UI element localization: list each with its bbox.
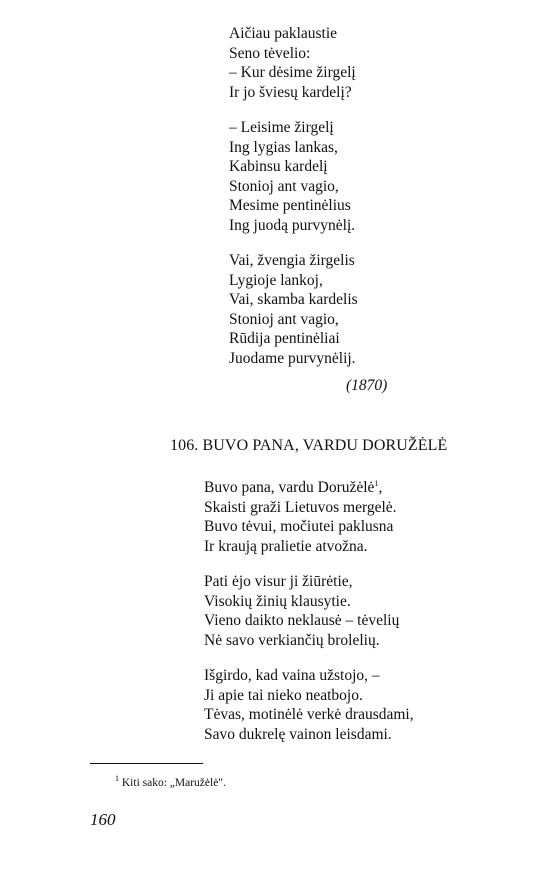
verse-punctuation: , xyxy=(378,479,383,496)
verse-line: Juodame purvynėlij. xyxy=(229,349,356,367)
poem1-stanza3 xyxy=(229,251,358,369)
verse-line: Nė savo verkiančių brolelių. xyxy=(204,631,380,649)
verse-line: Vai, skamba kardelis xyxy=(229,291,358,309)
poem2-stanza2 xyxy=(204,572,399,650)
poem2-stanza3 xyxy=(204,666,414,744)
verse-line: Mesime pentinėlius xyxy=(229,197,351,215)
verse-line: Išgirdo, kad vaina užstojo, – xyxy=(204,667,380,684)
page-number: 160 xyxy=(90,810,116,829)
poem1-stanza1 xyxy=(229,24,356,102)
footnote-divider xyxy=(90,763,203,764)
verse-line: Kabinsu kardelį xyxy=(229,158,328,176)
verse-line: Pati ėjo visur ji žiūrėtie, xyxy=(204,573,353,590)
verse-line: Vieno daikto neklausė – tėvelių xyxy=(204,612,400,630)
poem-heading: 106. BUVO PANA, VARDU DORUŽĖLĖ xyxy=(170,437,448,454)
verse-line: Stonioj ant vagio, xyxy=(229,177,339,195)
poem2-stanza1 xyxy=(204,478,397,556)
verse-line: Skaisti graži Lietuvos mergelė. xyxy=(204,498,397,516)
verse-line: Aičiau paklaustie xyxy=(229,25,338,42)
verse-line: Visokių žinių klausytie. xyxy=(204,592,351,610)
verse-line: – Kur dėsime žirgelį xyxy=(229,64,356,82)
verse-line: Ir jo šviesų kardelį? xyxy=(229,83,352,101)
footnote-text: Kiti sako: „Maružėlė". xyxy=(119,777,226,789)
verse-line: Buvo tėvui, močiutei paklusna xyxy=(204,518,394,536)
verse-text: Buvo pana, vardu Doružėlė xyxy=(204,479,375,496)
verse-line: Savo dukrelę vainon leisdami. xyxy=(204,725,392,743)
footnote-reference: 1 xyxy=(374,478,379,488)
footnote-mark: 1 xyxy=(115,774,119,784)
verse-line: Ing lygias lankas, xyxy=(229,138,338,156)
verse-line: Tėvas, motinėlė verkė drausdami, xyxy=(204,706,414,724)
verse-line: Vai, žvengia žirgelis xyxy=(229,252,355,269)
verse-line: Seno tėvelio: xyxy=(229,44,311,62)
verse-line: Ji apie tai nieko neatbojo. xyxy=(204,686,363,704)
verse-line: – Leisime žirgelį xyxy=(229,119,334,136)
verse-line: Ir kraują pralietie atvožna. xyxy=(204,537,368,555)
verse-line: Lygioje lankoj, xyxy=(229,271,323,289)
verse-line: Ing juodą purvynėlį. xyxy=(229,216,356,234)
poem-year: (1870) xyxy=(346,377,388,394)
verse-line: Rūdija pentinėliai xyxy=(229,330,340,348)
footnote xyxy=(115,776,226,790)
poem1-stanza2 xyxy=(229,118,355,236)
verse-line xyxy=(204,478,397,498)
verse-line: Stonioj ant vagio, xyxy=(229,310,339,328)
